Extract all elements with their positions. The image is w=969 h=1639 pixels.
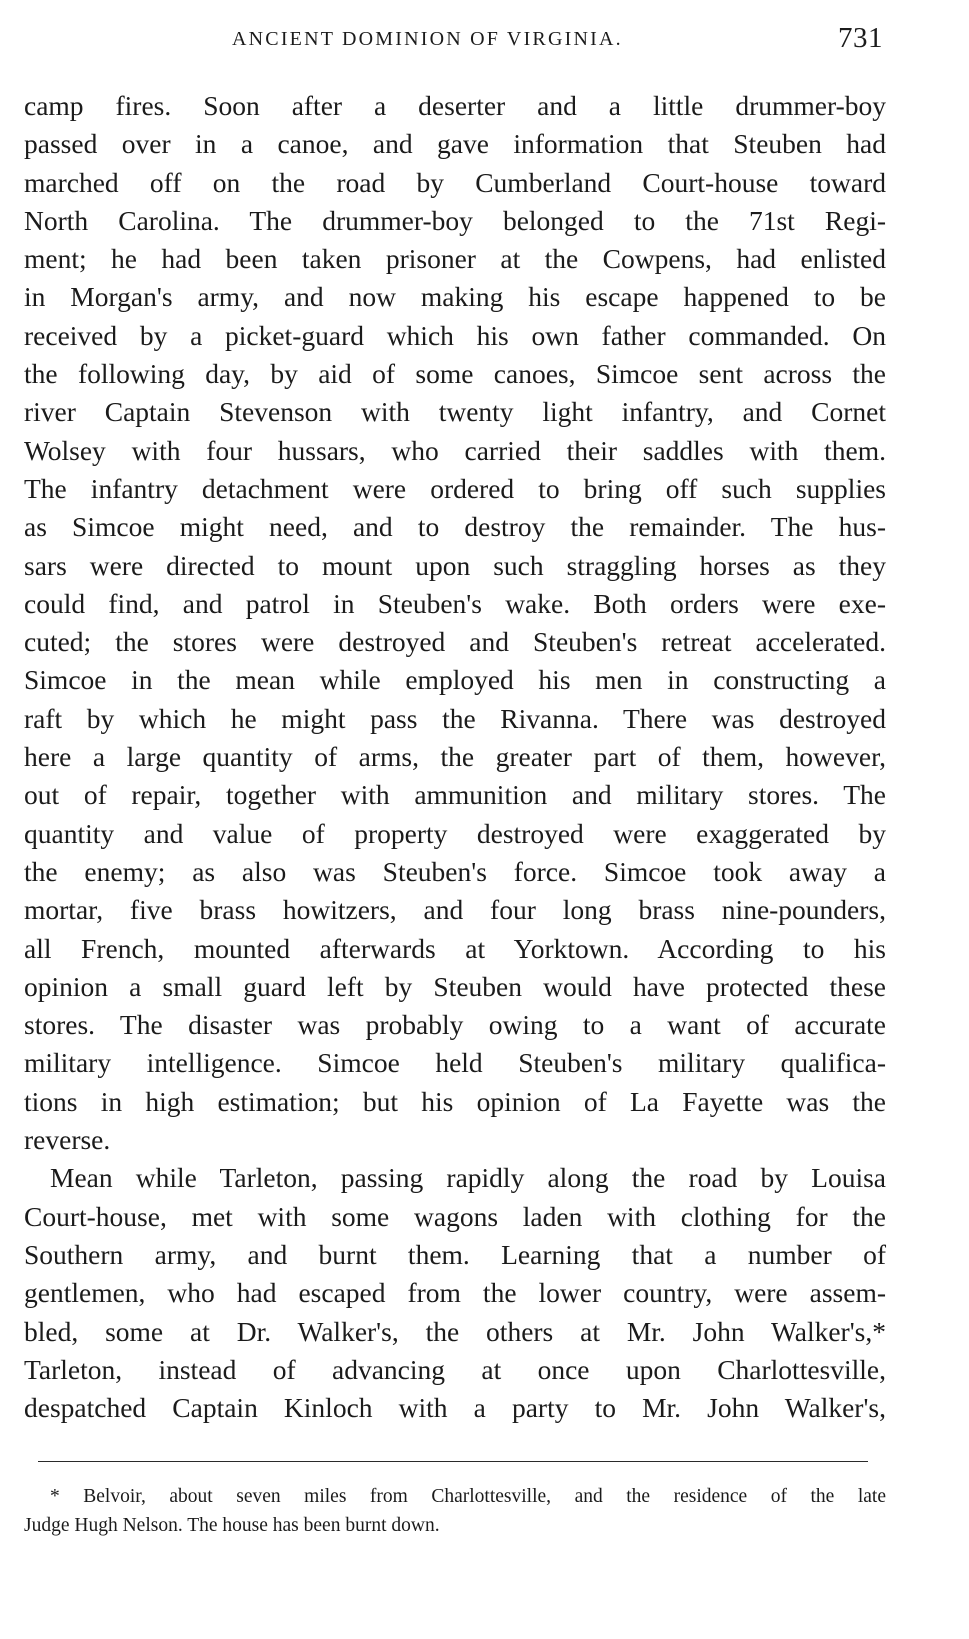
text-line: the enemy; as also was Steuben's force. Simcoe took away a [24, 855, 886, 887]
text-line: North Carolina. The drummer-boy belonged to the 71st Regi- [24, 204, 886, 236]
text-line: here a large quantity of arms, the greater part of them, however, [24, 741, 886, 773]
text-line: received by a picket-guard which his own father commanded. On [24, 319, 886, 351]
text-line: Court-house, met with some wagons laden with clothing for the [24, 1200, 886, 1232]
page-number: 731 [838, 22, 883, 54]
text-line: stores. The disaster was probably owing to a want of accurate [24, 1009, 886, 1041]
text-line: ment; he had been taken prisoner at the Cowpens, had enlisted [24, 243, 886, 275]
text-line: marched off on the road by Cumberland Court-house toward [24, 166, 886, 198]
text-line: sars were directed to mount upon such straggling horses as they [24, 549, 886, 581]
footnote-line: Judge Hugh Nelson. The house has been burnt down. [24, 1515, 440, 1536]
text-line: mortar, five brass howitzers, and four long brass nine-pounders, [24, 894, 886, 926]
text-line: cuted; the stores were destroyed and Steuben's retreat accelerated. [24, 626, 886, 658]
text-line: opinion a small guard left by Steuben would have protected these [24, 970, 886, 1002]
text-line: quantity and value of property destroyed were exaggerated by [24, 817, 886, 849]
text-line: military intelligence. Simcoe held Steuben's military qualifica- [24, 1047, 886, 1079]
footnote [24, 1482, 886, 1540]
text-line: camp fires. Soon after a deserter and a little drummer-boy [24, 90, 886, 121]
text-line: in Morgan's army, and now making his escape happened to be [24, 281, 886, 313]
text-line: passed over in a canoe, and gave information that Steuben had [24, 128, 886, 160]
text-line: bled, some at Dr. Walker's, the others at Mr. John Walker's,* [24, 1315, 886, 1347]
text-line: Wolsey with four hussars, who carried their saddles with them. [24, 434, 886, 466]
text-line: reverse. [24, 1124, 111, 1156]
text-line: Southern army, and burnt them. Learning that a number of [24, 1238, 886, 1270]
text-line: Mean while Tarleton, passing rapidly along the road by Louisa [50, 1162, 886, 1194]
text-line: river Captain Stevenson with twenty light infantry, and Cornet [24, 396, 886, 428]
text-line: raft by which he might pass the Rivanna. There was destroyed [24, 702, 886, 734]
text-line: as Simcoe might need, and to destroy the remainder. The hus- [24, 511, 886, 543]
text-line: the following day, by aid of some canoes, Simcoe sent across the [24, 358, 886, 390]
text-line: The infantry detachment were ordered to bring off such supplies [24, 472, 886, 504]
text-line: all French, mounted afterwards at Yorktown. According to his [24, 932, 886, 964]
text-line: gentlemen, who had escaped from the lower country, were assem- [24, 1277, 886, 1309]
running-title: ANCIENT DOMINION OF VIRGINIA. [232, 28, 623, 50]
running-head [0, 22, 969, 62]
footnote-line: * Belvoir, about seven miles from Charlottesville, and the residence of the late [50, 1486, 886, 1507]
footnote-divider [38, 1461, 868, 1462]
body-text [24, 87, 886, 1427]
text-line: Tarleton, instead of advancing at once upon Charlottesville, [24, 1353, 886, 1385]
text-line: despatched Captain Kinloch with a party to Mr. John Walker's, [24, 1392, 886, 1424]
text-line: out of repair, together with ammunition and military stores. The [24, 779, 886, 811]
text-line: tions in high estimation; but his opinion of La Fayette was the [24, 1085, 886, 1117]
text-line: could find, and patrol in Steuben's wake. Both orders were exe- [24, 587, 886, 619]
text-line: Simcoe in the mean while employed his men in constructing a [24, 664, 886, 696]
